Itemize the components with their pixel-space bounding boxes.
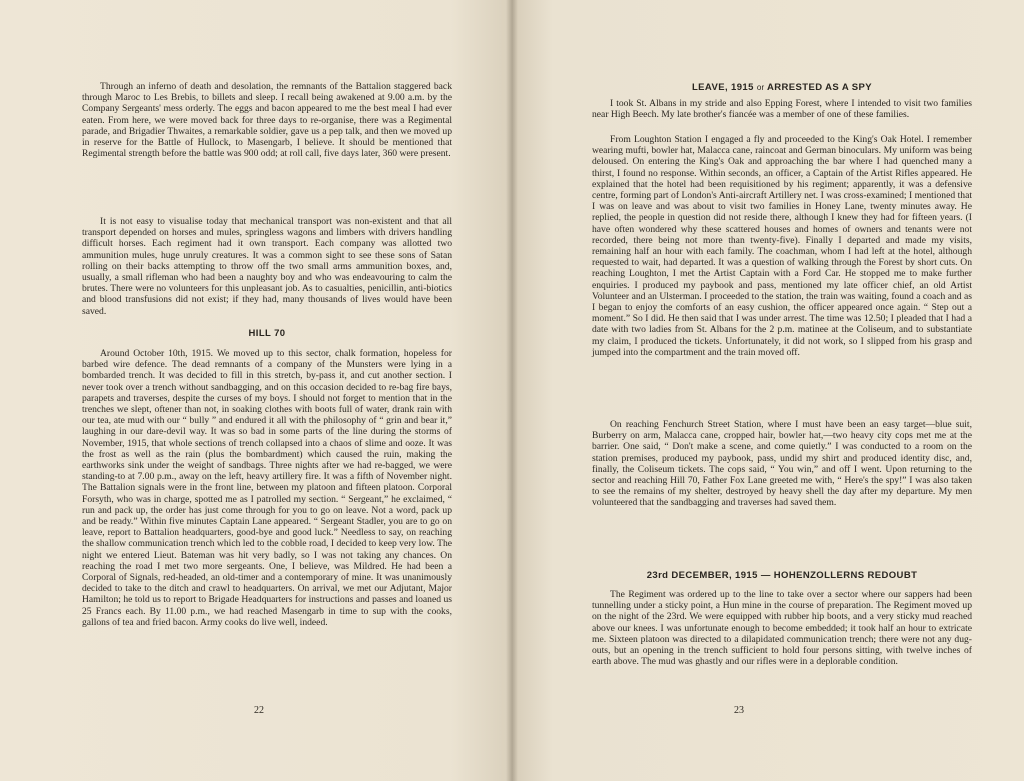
page-number-left: 22 [254, 705, 264, 716]
right-paragraph-2: From Loughton Station I engaged a fly and proceeded to the King's Oak Hotel. I remember wearing mufti, bowler hat, Malacca cane, raincoat and German binoculars. My uniform was being deloused. On entering the King's Oak and approaching the bar where I had quenched many a thirst, I found no response. Within seconds, an officer, a Captain of the Artist Rifles appeared. He explained that the hotel had been requisitioned by his regiment; apparently, it was a defensive centre, forming part of London's Anti-aircraft Artillery net. I was cross-examined; I mentioned that I was on leave and was about to visit two families in Honey Lane, twenty minutes away. He replied, the people in question did not reside there, although I knew they had for fifteen years. (I have often wondered why these scattered houses and homes of owners and tenants were not recorded, there being not more than twenty-five). Finally I departed and made my visits, remaining half an hour with each family. The coachman, whom I had left at the hotel, although requested to wait, had departed. It was a question of walking through the Forest by short cuts. On reaching Loughton, I met the Artist Captain with a Ford Car. He stopped me to make further enquiries. I produced my paybook and pass, mentioned my late officer chief, an old Artist Volunteer and an Ulsterman. I proceeded to the station, the train was waiting, found a coach and as I began to enjoy the comforts of an easy cushion, the officer appeared once again. “ Step out a moment.” So I did. He then said that I was under arrest. The time was 12.50; I pleaded that I had a date with two ladies from St. Albans for the 2 p.m. matinee at the Coliseum, and to substantiate my claim, I produced the tickets. Unfortunately, it did not work, so I slipped from his grasp and jumped into the compartment and the train moved off. [592, 134, 972, 358]
page-number-right: 23 [734, 705, 744, 716]
right-paragraph-4: The Regiment was ordered up to the line to take over a sector where our sappers had been tunnelling under a sticky point, a Hun mine in the course of preparation. The Regiment moved up on the night of the 23rd. We were equipped with rubber hip boots, and a very sticky mud reached above our knees. I was unfortunate enough to become embedded; it took half an hour to extricate me. Sixteen platoon was directed to a dilapidated communication trench; there were not any dug-outs, but an opening in the trench sufficient to hold four persons sitting, with twelve inches of earth above. The mud was ghastly and our rifles were in a deplorable condition. [592, 589, 972, 668]
right-page [512, 0, 1024, 781]
section-title-part-b: ARRESTED AS A SPY [767, 82, 872, 93]
section-title-leave-1915 [592, 82, 972, 93]
right-paragraph-3: On reaching Fenchurch Street Station, where I must have been an easy target—blue suit, Burberry on arm, Malacca cane, cropped hair, bowler hat,—two heavy city cops met me at the barrier. One said, “ Don't make a scene, and come quietly.” I was conducted to a room on the station premises, produced my paybook, pass, undid my shirt and produced identity disc, and, finally, the Coliseum tickets. The cops said, “ You win,” and off I went. Upon returning to the sector and reaching Hill 70, Father Fox Lane greeted me with, “ Here's the spy!” I was also taken to see the remains of my shelter, destroyed by heavy shell the day after my departure. My men volunteered that the sandbagging and traverses had saved them. [592, 419, 972, 509]
section-title-or: or [756, 83, 765, 92]
right-paragraph-1: I took St. Albans in my stride and also Epping Forest, where I intended to visit two families near High Beech. My late brother's fiancée was a member of one of these families. [592, 98, 972, 121]
section-title-hill-70: HILL 70 [248, 328, 286, 339]
left-paragraph-3: Around October 10th, 1915. We moved up to this sector, chalk formation, hopeless for barbed wire defence. The dead remnants of a company of the Munsters were lying in a bombarded trench. It was decided to fill in this stretch, by-pass it, and cut another section. I never took over a trench without sandbagging, and on this occasion decided to re-bag fire bays, parapets and traverses, despite the curses of my boys. I should not forget to mention that in the trenches we slept, oftener than not, in soaking clothes with boots full of water, drank rain with our tea, ate mud with our “ bully ” and endured it all with the philosophy of “ grin and bear it,” laughing in our dare-devil way. It was so bad in some parts of the line during the storms of November, 1915, that whole sections of trench collapsed into a chaos of slime and ooze. It was the frost as well as the rain (plus the bombardment) which caused the ruin, making the earthworks sink under the weight of sandbags. Three nights after we had re-bagged, we were standing-to at 7.00 p.m., away on the left, heavy artillery fire. It was a fifth of November night. The Battalion signals were in the front line, between my platoon and fifteen platoon. Corporal Forsyth, who was in charge, spotted me as I patrolled my section. “ Sergeant,” he exclaimed, “ run and pack up, the order has just come through for you to go on leave. Not a word, pack up and be ready.” Within five minutes Captain Lane appeared. “ Sergeant Stadler, you are to go on leave, report to Battalion headquarters, good-bye and good luck.” Needless to say, on reaching the shallow communication trench which led to the cobble road, I decided to keep very low. The night we entered Lieut. Bateman was hit very badly, so I was not taking any chances. On reaching the road I met two more sergeants. One, I believe, was Mildred. He had been a Corporal of Signals, red-headed, an old-timer and a contemporary of mine. It was unanimously decided to take to the ditch and crawl to headquarters. On arrival, we met our Adjutant, Major Hamilton; he told us to report to Brigade Headquarters for instructions and passes and loaned us 25 Francs each. By 11.00 p.m., we had reached Masengarb in time to sup with the cooks, gallons of tea and fried bacon. Army cooks do live well, indeed. [82, 348, 452, 628]
section-title-part-a: LEAVE, 1915 [691, 82, 754, 93]
left-paragraph-1: Through an inferno of death and desolation, the remnants of the Battalion staggered back through Maroc to Les Brebis, to billets and sleep. I recall being awakened at 9.00 a.m. by the Company Sergeants' mess orderly. The eggs and bacon appeared to me the best meal I had ever eaten. From here, we were moved back for three days to re-organise, there was a Regimental parade, and Brigadier Thwaites, a remarkable soldier, gave us a pep talk, and then we moved up in reserve for the Battle of Hullock, to Masengarb, I believe. It should be mentioned that Regimental strength before the battle was 900 odd; at roll call, five days later, 360 were present. [82, 81, 452, 160]
book-gutter [506, 0, 518, 781]
section-title-hohenzollerns-redoubt: 23rd DECEMBER, 1915 — HOHENZOLLERNS REDOUBT [646, 570, 918, 581]
left-paragraph-2: It is not easy to visualise today that mechanical transport was non-existent and that all transport depended on horses and mules, springless wagons and limbers with drivers handling difficult horses. Each regiment had it own transport. Each company was allotted two ammunition mules, huge unruly creatures. It was a common sight to see these sons of Satan rolling on their backs attempting to throw off the two small arms ammunition boxes, and, usually, a small rifleman who had been a naughty boy and who was endeavouring to calm the brutes. There were no volunteers for this unpleasant job. As to casualties, penicillin, anti-biotics and blood transfusions did not exist; if they had, many thousands of lives would have been saved. [82, 216, 452, 317]
